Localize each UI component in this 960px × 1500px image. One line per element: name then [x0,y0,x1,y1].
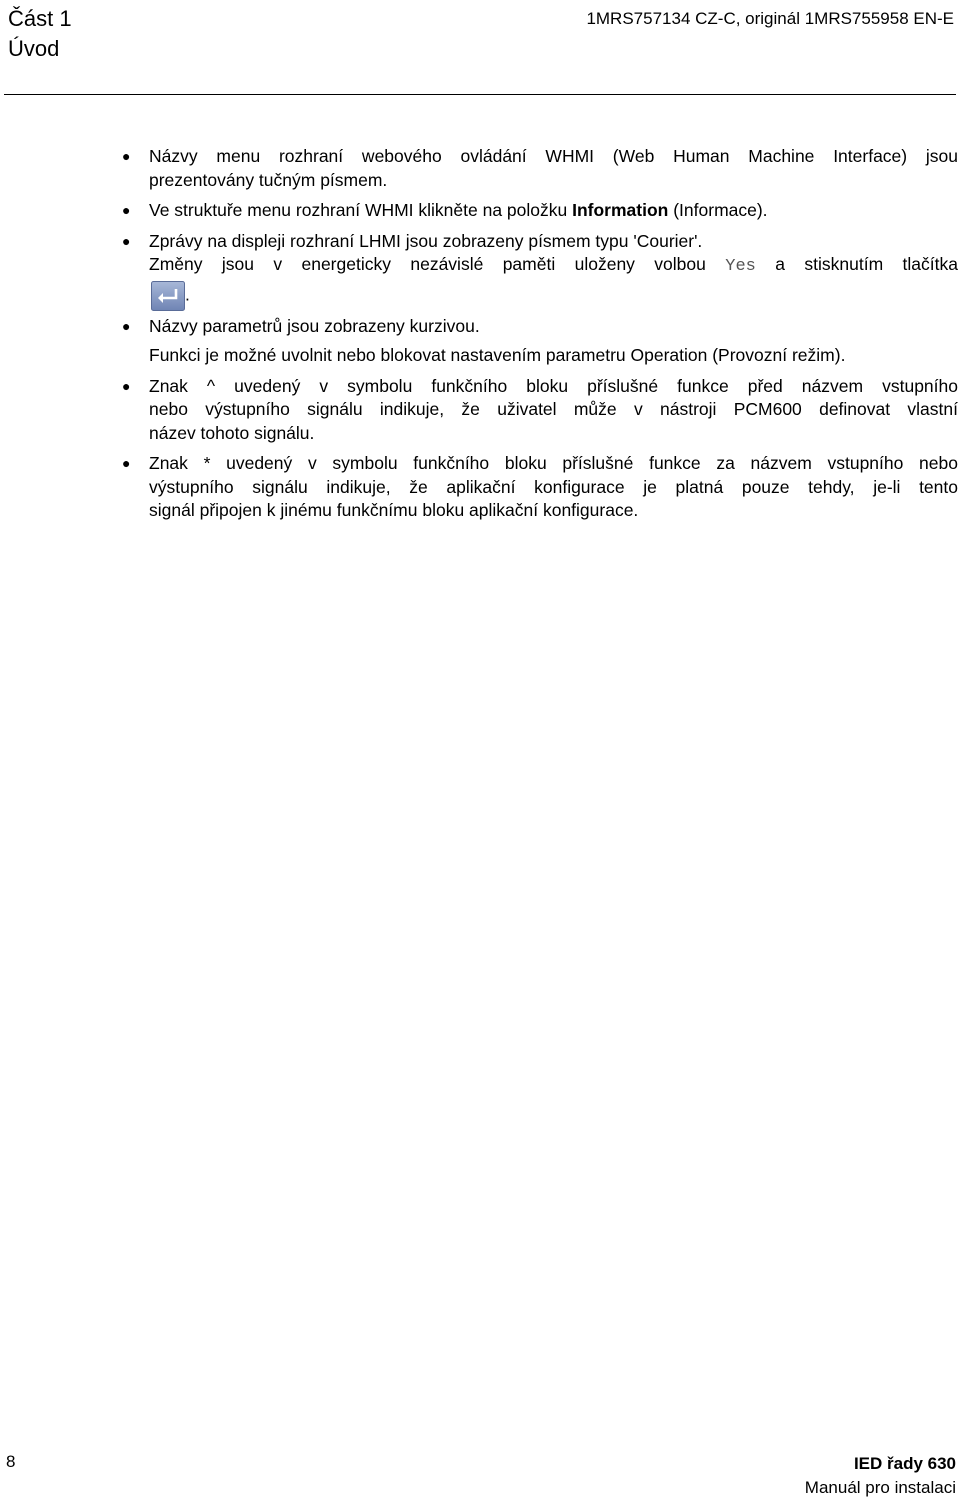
bullet-icon: ● [122,202,131,218]
bullet-icon: ● [122,377,131,394]
bullet-icon: ● [122,455,131,471]
manual-name: Manuál pro instalaci [804,1478,956,1497]
bullet-icon: ● [122,148,131,164]
bullet-icon: ● [122,317,131,334]
list-item: ● Znak ^ uvedený v symbolu funkčního bloku příslušné funkce před názvem vstupního nebo výstupního signálu indikuje, že uživatel může v nástroji PCM600 definovat vlastní název tohoto signálu. [122,375,958,443]
page-number: 8 [6,1452,16,1471]
header-divider [4,94,956,95]
document-id: 1MRS757134 CZ-C, originál 1MRS755958 EN-E [586,9,954,28]
enter-key-icon [151,281,185,311]
bullet-icon: ● [122,232,131,249]
list-item: ● Názvy parametrů jsou zobrazeny kurzivou. Funkci je možné uvolnit nebo blokovat nastavením parametru Operation (Provozní režim). [122,315,846,365]
menu-name-bold: Information [572,200,669,220]
product-name: IED řady 630 [853,1454,956,1473]
list-item: ● Názvy menu rozhraní webového ovládání WHMI (Web Human Machine Interface) jsou prezentovány tučným písmem. [122,146,958,190]
footer-title [805,1452,956,1500]
list-item: ● Ve struktuře menu rozhraní WHMI klikněte na položku Information (Informace). [120,199,958,223]
chapter-title: Úvod [8,36,60,61]
section-title: Část 1 [8,6,72,31]
header-section [8,4,72,64]
list-item: ● Zprávy na displeji rozhraní LHMI jsou zobrazeny písmem typu 'Courier'. Změny jsou v energeticky nezávislé paměti uloženy volbou Yes a stisknutím tlačítka . [120,230,958,313]
conventions-list [120,145,958,530]
list-item: ● Znak * uvedený v symbolu funkčního bloku příslušné funkce za názvem vstupního nebo výstupního signálu indikuje, že aplikační konfigurace je platná pouze tehdy, je-li tento signál připojen k jinému funkčnímu bloku aplikační konfigurace. [122,453,958,520]
courier-sample: Yes [725,257,756,276]
